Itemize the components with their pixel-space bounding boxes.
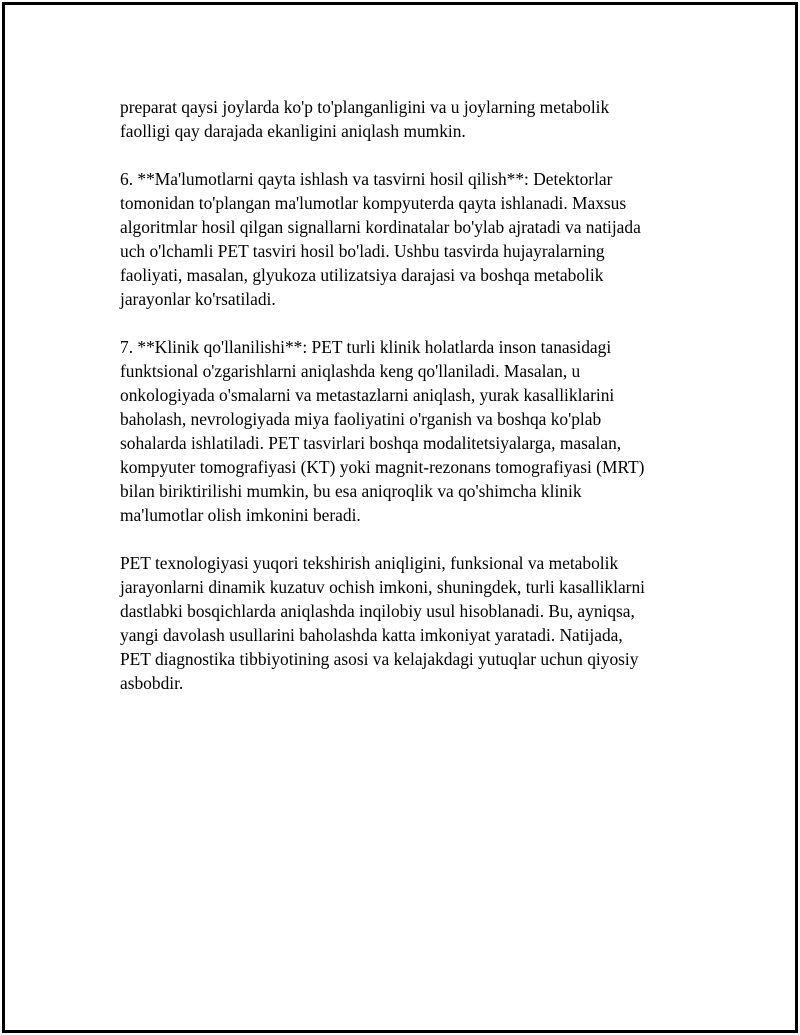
text-line: sohalarda ishlatiladi. PET tasvirlari boshqa modalitetsiyalarga, masalan, bbox=[120, 433, 622, 453]
text-line: faolligi qay darajada ekanligini aniqlash mumkin. bbox=[120, 121, 466, 141]
text-line: kompyuter tomografiyasi (KT) yoki magnit-rezonans tomografiyasi (MRT) bbox=[120, 457, 645, 477]
text-line: jarayonlarni dinamik kuzatuv ochish imkoni, shuningdek, turli kasalliklarni bbox=[120, 577, 645, 597]
text-line: uch o'lchamli PET tasviri hosil bo'ladi. Ushbu tasvirda hujayralarning bbox=[120, 241, 605, 261]
text-line: baholash, nevrologiyada miya faoliyatini o'rganish va boshqa ko'plab bbox=[120, 409, 602, 429]
text-line: faoliyati, masalan, glyukoza utilizatsiya darajasi va boshqa metabolik bbox=[120, 265, 604, 285]
text-line: yangi davolash usullarini baholashda katta imkoniyat yaratadi. Natijada, bbox=[120, 625, 623, 645]
text-line: PET texnologiyasi yuqori tekshirish aniqligini, funksional va metabolik bbox=[120, 553, 619, 573]
document-page bbox=[2, 2, 798, 1033]
text-line: tomonidan to'plangan ma'lumotlar kompyuterda qayta ishlanadi. Maxsus bbox=[120, 193, 627, 213]
paragraph-data-processing bbox=[120, 167, 690, 311]
text-line: funktsional o'zgarishlarni aniqlashda keng qo'llaniladi. Masalan, u bbox=[120, 361, 581, 381]
document-body bbox=[120, 95, 690, 719]
text-line: 6. **Ma'lumotlarni qayta ishlash va tasvirni hosil qilish**: Detektorlar bbox=[120, 169, 613, 189]
text-line: algoritmlar hosil qilgan signallarni kordinatalar bo'ylab ajratadi va natijada bbox=[120, 217, 641, 237]
text-line: ma'lumotlar olish imkonini beradi. bbox=[120, 505, 361, 525]
text-line: bilan biriktirilishi mumkin, bu esa aniqroqlik va qo'shimcha klinik bbox=[120, 481, 582, 501]
text-line: preparat qaysi joylarda ko'p to'planganligini va u joylarning metabolik bbox=[120, 97, 610, 117]
text-line: asbobdir. bbox=[120, 673, 184, 693]
text-line: onkologiyada o'smalarni va metastazlarni aniqlash, yurak kasalliklarini bbox=[120, 385, 615, 405]
text-line: PET diagnostika tibbiyotining asosi va kelajakdagi yutuqlar uchun qiyosiy bbox=[120, 649, 639, 669]
text-line: jarayonlar ko'rsatiladi. bbox=[120, 289, 276, 309]
paragraph-clinical-use bbox=[120, 335, 690, 527]
text-line: dastlabki bosqichlarda aniqlashda inqilobiy usul hisoblanadi. Bu, ayniqsa, bbox=[120, 601, 635, 621]
text-line: 7. **Klinik qo'llanilishi**: PET turli klinik holatlarda inson tanasidagi bbox=[120, 337, 612, 357]
paragraph-intro-continuation bbox=[120, 95, 690, 143]
paragraph-conclusion bbox=[120, 551, 690, 695]
